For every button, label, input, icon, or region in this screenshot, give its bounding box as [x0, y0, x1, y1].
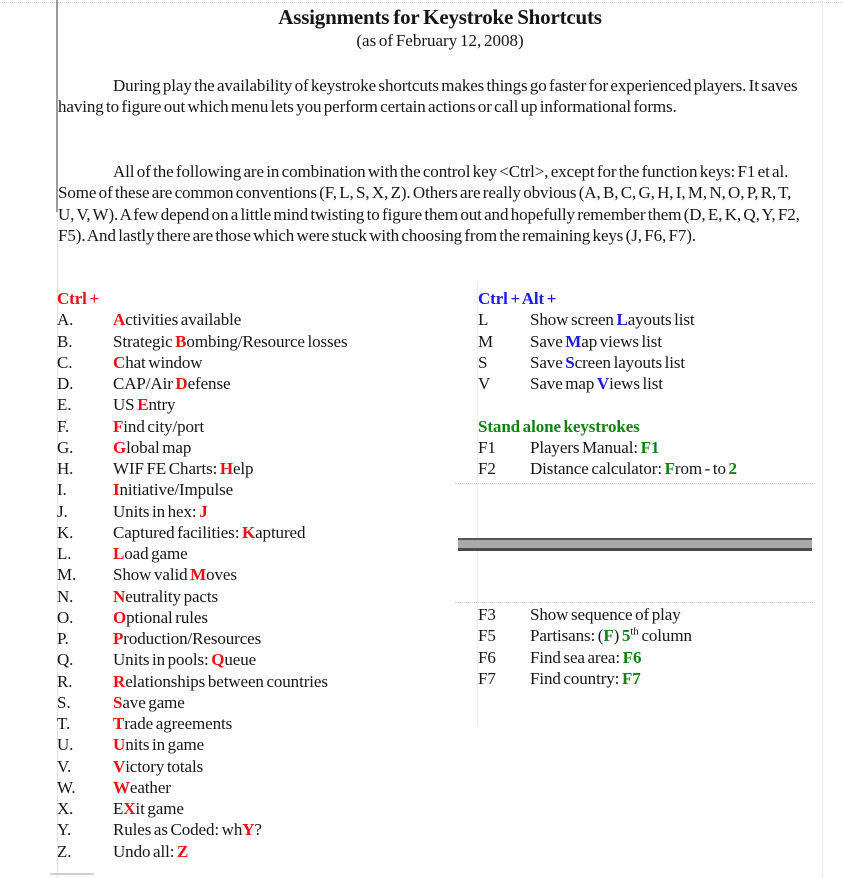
key-label: A.	[57, 310, 74, 330]
key-description	[113, 543, 462, 564]
intro-paragraph-1: During play the availability of keystroke shortcuts makes things go faster for experienced players. It saves having to figure out which menu lets you perform certain actions or call up informational forms.	[58, 76, 798, 117]
shortcut-row	[57, 479, 462, 500]
text-segment: ind city/port	[123, 416, 205, 436]
text-segment: ptional rules	[126, 607, 208, 627]
text-segment: Show screen	[530, 310, 617, 330]
key-description	[113, 649, 462, 670]
highlight-key-letter: T	[113, 714, 125, 733]
highlight-key-letter: F	[113, 416, 124, 436]
page-title: Assignments for Keystroke Shortcuts	[278, 5, 602, 29]
text-segment: iews list	[609, 374, 663, 393]
key-description	[113, 394, 462, 415]
highlight-key-letter: V	[596, 374, 610, 393]
key-description	[530, 309, 822, 330]
key-label: E.	[57, 395, 72, 415]
text-segment: ueue	[224, 650, 257, 670]
text-segment: rom - to	[674, 459, 729, 478]
highlight-key-letter: C	[113, 352, 126, 372]
ctrl-header: Ctrl +	[57, 289, 100, 308]
highlight-key-letter: F	[603, 626, 614, 646]
shortcut-row	[57, 543, 462, 564]
key-label: Z.	[57, 841, 72, 861]
key-description	[530, 331, 822, 352]
text-segment: CAP/Air	[113, 374, 176, 393]
shortcut-row	[57, 331, 462, 352]
shortcut-row	[478, 668, 822, 689]
key-description	[113, 734, 462, 755]
text-segment: ombing/Resource losses	[186, 331, 348, 351]
shortcut-row	[57, 734, 462, 755]
key-description	[530, 437, 822, 458]
highlight-key-letter: F6	[622, 647, 642, 667]
text-segment: oad game	[124, 544, 188, 563]
key-description	[113, 586, 462, 607]
shortcut-row	[57, 777, 462, 798]
key-description	[113, 798, 462, 819]
page-subtitle: (as of February 12, 2008)	[356, 31, 524, 50]
highlight-key-letter: Y	[242, 820, 255, 840]
text-segment: ave game	[122, 692, 185, 712]
highlight-key-letter: D	[175, 374, 188, 393]
text-segment: Captured facilities:	[113, 522, 242, 542]
right-border-line	[822, 0, 823, 878]
highlight-key-letter: B	[175, 331, 187, 351]
text-segment: Players Manual:	[530, 437, 641, 457]
key-label: L	[478, 310, 489, 330]
function-keys-column	[478, 604, 822, 689]
section-divider-line-upper	[455, 483, 813, 484]
bottom-edge-mark	[50, 873, 94, 875]
text-segment: Show sequence of play	[530, 605, 681, 624]
text-segment: oves	[206, 565, 237, 585]
key-label: Y.	[57, 820, 72, 840]
text-segment: ntry	[148, 395, 176, 415]
shortcut-row	[478, 625, 822, 646]
highlight-key-letter: Q	[211, 650, 225, 670]
key-label: U.	[57, 735, 74, 755]
key-description	[113, 352, 462, 373]
ctrl-alt-shortcut-list	[478, 309, 822, 394]
key-description	[113, 564, 462, 585]
key-label: S.	[57, 692, 71, 712]
key-label: O.	[57, 607, 74, 627]
key-description	[113, 713, 462, 734]
highlight-key-letter: R	[113, 671, 126, 691]
key-label: F6	[478, 647, 496, 667]
highlight-key-letter: O	[113, 607, 127, 627]
text-segment: Find country:	[530, 668, 622, 688]
text-segment: nits in game	[125, 735, 205, 755]
text-segment: Show valid	[113, 565, 191, 585]
text-segment: Units in hex:	[113, 501, 200, 521]
ctrl-shortcuts-column	[57, 288, 462, 862]
highlight-key-letter: H	[219, 459, 233, 478]
key-label: D.	[57, 374, 74, 393]
highlight-key-letter: V	[113, 756, 126, 776]
text-segment: Save	[530, 352, 566, 372]
key-description	[113, 522, 462, 543]
text-segment: nitiative/Impulse	[119, 480, 234, 500]
key-description	[530, 668, 822, 689]
text-segment: lobal map	[126, 437, 192, 457]
shortcut-row	[478, 373, 822, 394]
shortcut-row	[478, 352, 822, 373]
key-description	[113, 373, 462, 394]
key-label: I.	[57, 480, 67, 500]
highlight-key-letter: N	[113, 586, 126, 606]
shortcut-row	[57, 437, 462, 458]
key-label: F.	[57, 416, 70, 436]
key-description	[113, 607, 462, 628]
highlight-key-letter: 2	[728, 459, 737, 478]
key-label: P.	[57, 629, 69, 648]
highlight-key-letter: S	[565, 352, 575, 372]
key-description	[113, 458, 462, 479]
shortcut-row	[478, 647, 822, 668]
text-segment: creen layouts list	[574, 352, 686, 372]
highlight-key-letter: E	[137, 395, 149, 415]
key-description	[530, 352, 822, 373]
key-label: M.	[57, 565, 77, 585]
text-segment: elp	[232, 459, 254, 478]
shortcut-row	[57, 501, 462, 522]
highlight-key-letter: A	[113, 310, 126, 330]
highlight-key-letter: Z	[177, 841, 189, 861]
key-label: X.	[57, 799, 74, 818]
key-description	[113, 309, 462, 330]
shortcut-row	[478, 309, 822, 330]
top-rule-line	[0, 2, 843, 3]
highlight-key-letter: S	[113, 692, 123, 712]
text-segment: eather	[129, 777, 171, 797]
key-description	[113, 628, 462, 649]
key-description	[113, 331, 462, 352]
text-segment: Strategic	[113, 331, 176, 351]
key-label: K.	[57, 522, 74, 542]
key-label: T.	[57, 714, 71, 733]
text-segment: ?	[254, 820, 262, 840]
gray-divider-bar	[458, 538, 812, 551]
key-description	[113, 479, 462, 500]
key-description	[113, 501, 462, 522]
key-label: Q.	[57, 650, 74, 670]
text-segment: E	[113, 799, 124, 818]
standalone-header: Stand alone keystrokes	[478, 416, 640, 436]
key-label: J.	[57, 501, 68, 521]
text-segment: efense	[187, 374, 231, 393]
highlight-key-letter: L	[616, 310, 628, 330]
text-segment: ayouts list	[627, 310, 695, 330]
key-label: F5	[478, 626, 496, 646]
shortcut-row	[478, 437, 822, 458]
highlight-key-letter: W	[113, 777, 130, 797]
text-segment: Find sea area:	[530, 647, 623, 667]
key-label: W.	[57, 777, 76, 797]
key-label: H.	[57, 459, 74, 478]
shortcut-row	[57, 352, 462, 373]
ctrl-shortcut-list	[57, 309, 462, 862]
key-label: V.	[57, 756, 72, 776]
key-description	[530, 373, 822, 394]
key-label: F1	[478, 437, 496, 457]
key-label: B.	[57, 331, 73, 351]
function-key-list	[478, 604, 822, 689]
shortcut-row	[57, 713, 462, 734]
text-segment: eutrality pacts	[125, 586, 219, 606]
key-description	[530, 458, 822, 479]
key-description	[113, 437, 462, 458]
text-segment: Save map	[530, 374, 597, 393]
key-label: N.	[57, 586, 74, 606]
shortcut-row	[57, 586, 462, 607]
key-label: F2	[478, 459, 496, 478]
shortcut-row	[57, 819, 462, 840]
key-description	[113, 671, 462, 692]
key-description	[530, 604, 822, 625]
text-segment: rade agreements	[124, 714, 233, 733]
shortcut-row	[478, 331, 822, 352]
text-segment: th	[630, 625, 639, 638]
highlight-key-letter: M	[565, 331, 582, 351]
key-description	[113, 416, 462, 437]
highlight-key-letter: F	[664, 459, 675, 478]
highlight-key-letter: U	[113, 735, 126, 755]
shortcut-row	[57, 607, 462, 628]
shortcut-row	[57, 841, 462, 862]
text-segment: )	[613, 626, 622, 646]
key-label: C.	[57, 352, 73, 372]
text-segment: Units in pools:	[113, 650, 212, 670]
text-segment: Undo all:	[113, 841, 177, 861]
shortcut-row	[57, 692, 462, 713]
shortcut-row	[478, 458, 822, 479]
shortcut-row	[57, 522, 462, 543]
shortcut-row	[57, 373, 462, 394]
key-label: M	[478, 331, 494, 351]
section-divider-line-lower	[455, 602, 813, 603]
text-segment: US	[113, 395, 138, 415]
text-segment: Rules as Coded: wh	[113, 820, 243, 840]
key-label: F3	[478, 605, 496, 624]
highlight-key-letter: I	[113, 480, 120, 500]
text-segment: elationships between countries	[125, 671, 328, 691]
key-label: G.	[57, 437, 74, 457]
text-segment: aptured	[255, 522, 306, 542]
shortcut-row	[57, 458, 462, 479]
highlight-key-letter: F1	[640, 437, 660, 457]
text-segment: ictory totals	[125, 756, 204, 776]
key-label: V	[478, 374, 491, 393]
key-label: L.	[57, 544, 72, 563]
key-description	[113, 841, 462, 862]
shortcut-row	[57, 564, 462, 585]
shortcut-row	[57, 628, 462, 649]
shortcut-row	[57, 798, 462, 819]
key-label: F7	[478, 668, 496, 688]
key-description	[530, 625, 822, 646]
key-label: S	[478, 352, 488, 372]
shortcut-row	[57, 416, 462, 437]
text-segment: ap views list	[581, 331, 662, 351]
highlight-key-letter: J	[199, 501, 208, 521]
text-segment: Save	[530, 331, 566, 351]
text-segment: column	[638, 626, 692, 646]
text-segment: it game	[135, 799, 184, 818]
key-description	[113, 692, 462, 713]
key-label: R.	[57, 671, 73, 691]
intro-paragraph-2: All of the following are in combination with the control key <Ctrl>, except for the function keys: F1 et al. Some of these are common conventions (F, L, S, X, Z). Others are really obvious (A, B, C, G, H, I, M, N, O, P, R, T, U, V, W). A few depend on a little mind twisting to figure them out and hopefully remember them (D, E, K, Q, Y, F2, F5). And lastly there are those which were stuck with choosing from the remaining keys (J, F6, F7).	[58, 162, 800, 246]
standalone-shortcut-list	[478, 437, 822, 480]
text-segment: hat window	[125, 352, 203, 372]
highlight-key-letter: M	[190, 565, 207, 585]
text-segment: WIF FE Charts:	[113, 459, 220, 478]
shortcut-row	[57, 649, 462, 670]
highlight-key-letter: 5	[621, 626, 631, 646]
shortcut-row	[57, 309, 462, 330]
shortcut-row	[57, 756, 462, 777]
highlight-key-letter: G	[113, 437, 127, 457]
text-segment: ctivities available	[125, 310, 242, 330]
key-description	[113, 756, 462, 777]
text-segment: Partisans: (	[530, 626, 604, 646]
key-description	[113, 777, 462, 798]
shortcut-row	[57, 394, 462, 415]
highlight-key-letter: F7	[621, 668, 641, 688]
highlight-key-letter: P	[113, 629, 124, 648]
highlight-key-letter: K	[241, 522, 256, 542]
highlight-key-letter: L	[113, 544, 125, 563]
highlight-key-letter: X	[123, 799, 136, 818]
key-description	[530, 647, 822, 668]
ctrl-alt-column	[478, 288, 822, 479]
key-description	[113, 819, 462, 840]
shortcut-row	[478, 604, 822, 625]
shortcut-row	[57, 671, 462, 692]
text-segment: roduction/Resources	[123, 629, 262, 648]
ctrl-alt-header: Ctrl + Alt +	[478, 289, 557, 308]
text-segment: Distance calculator:	[530, 459, 665, 478]
